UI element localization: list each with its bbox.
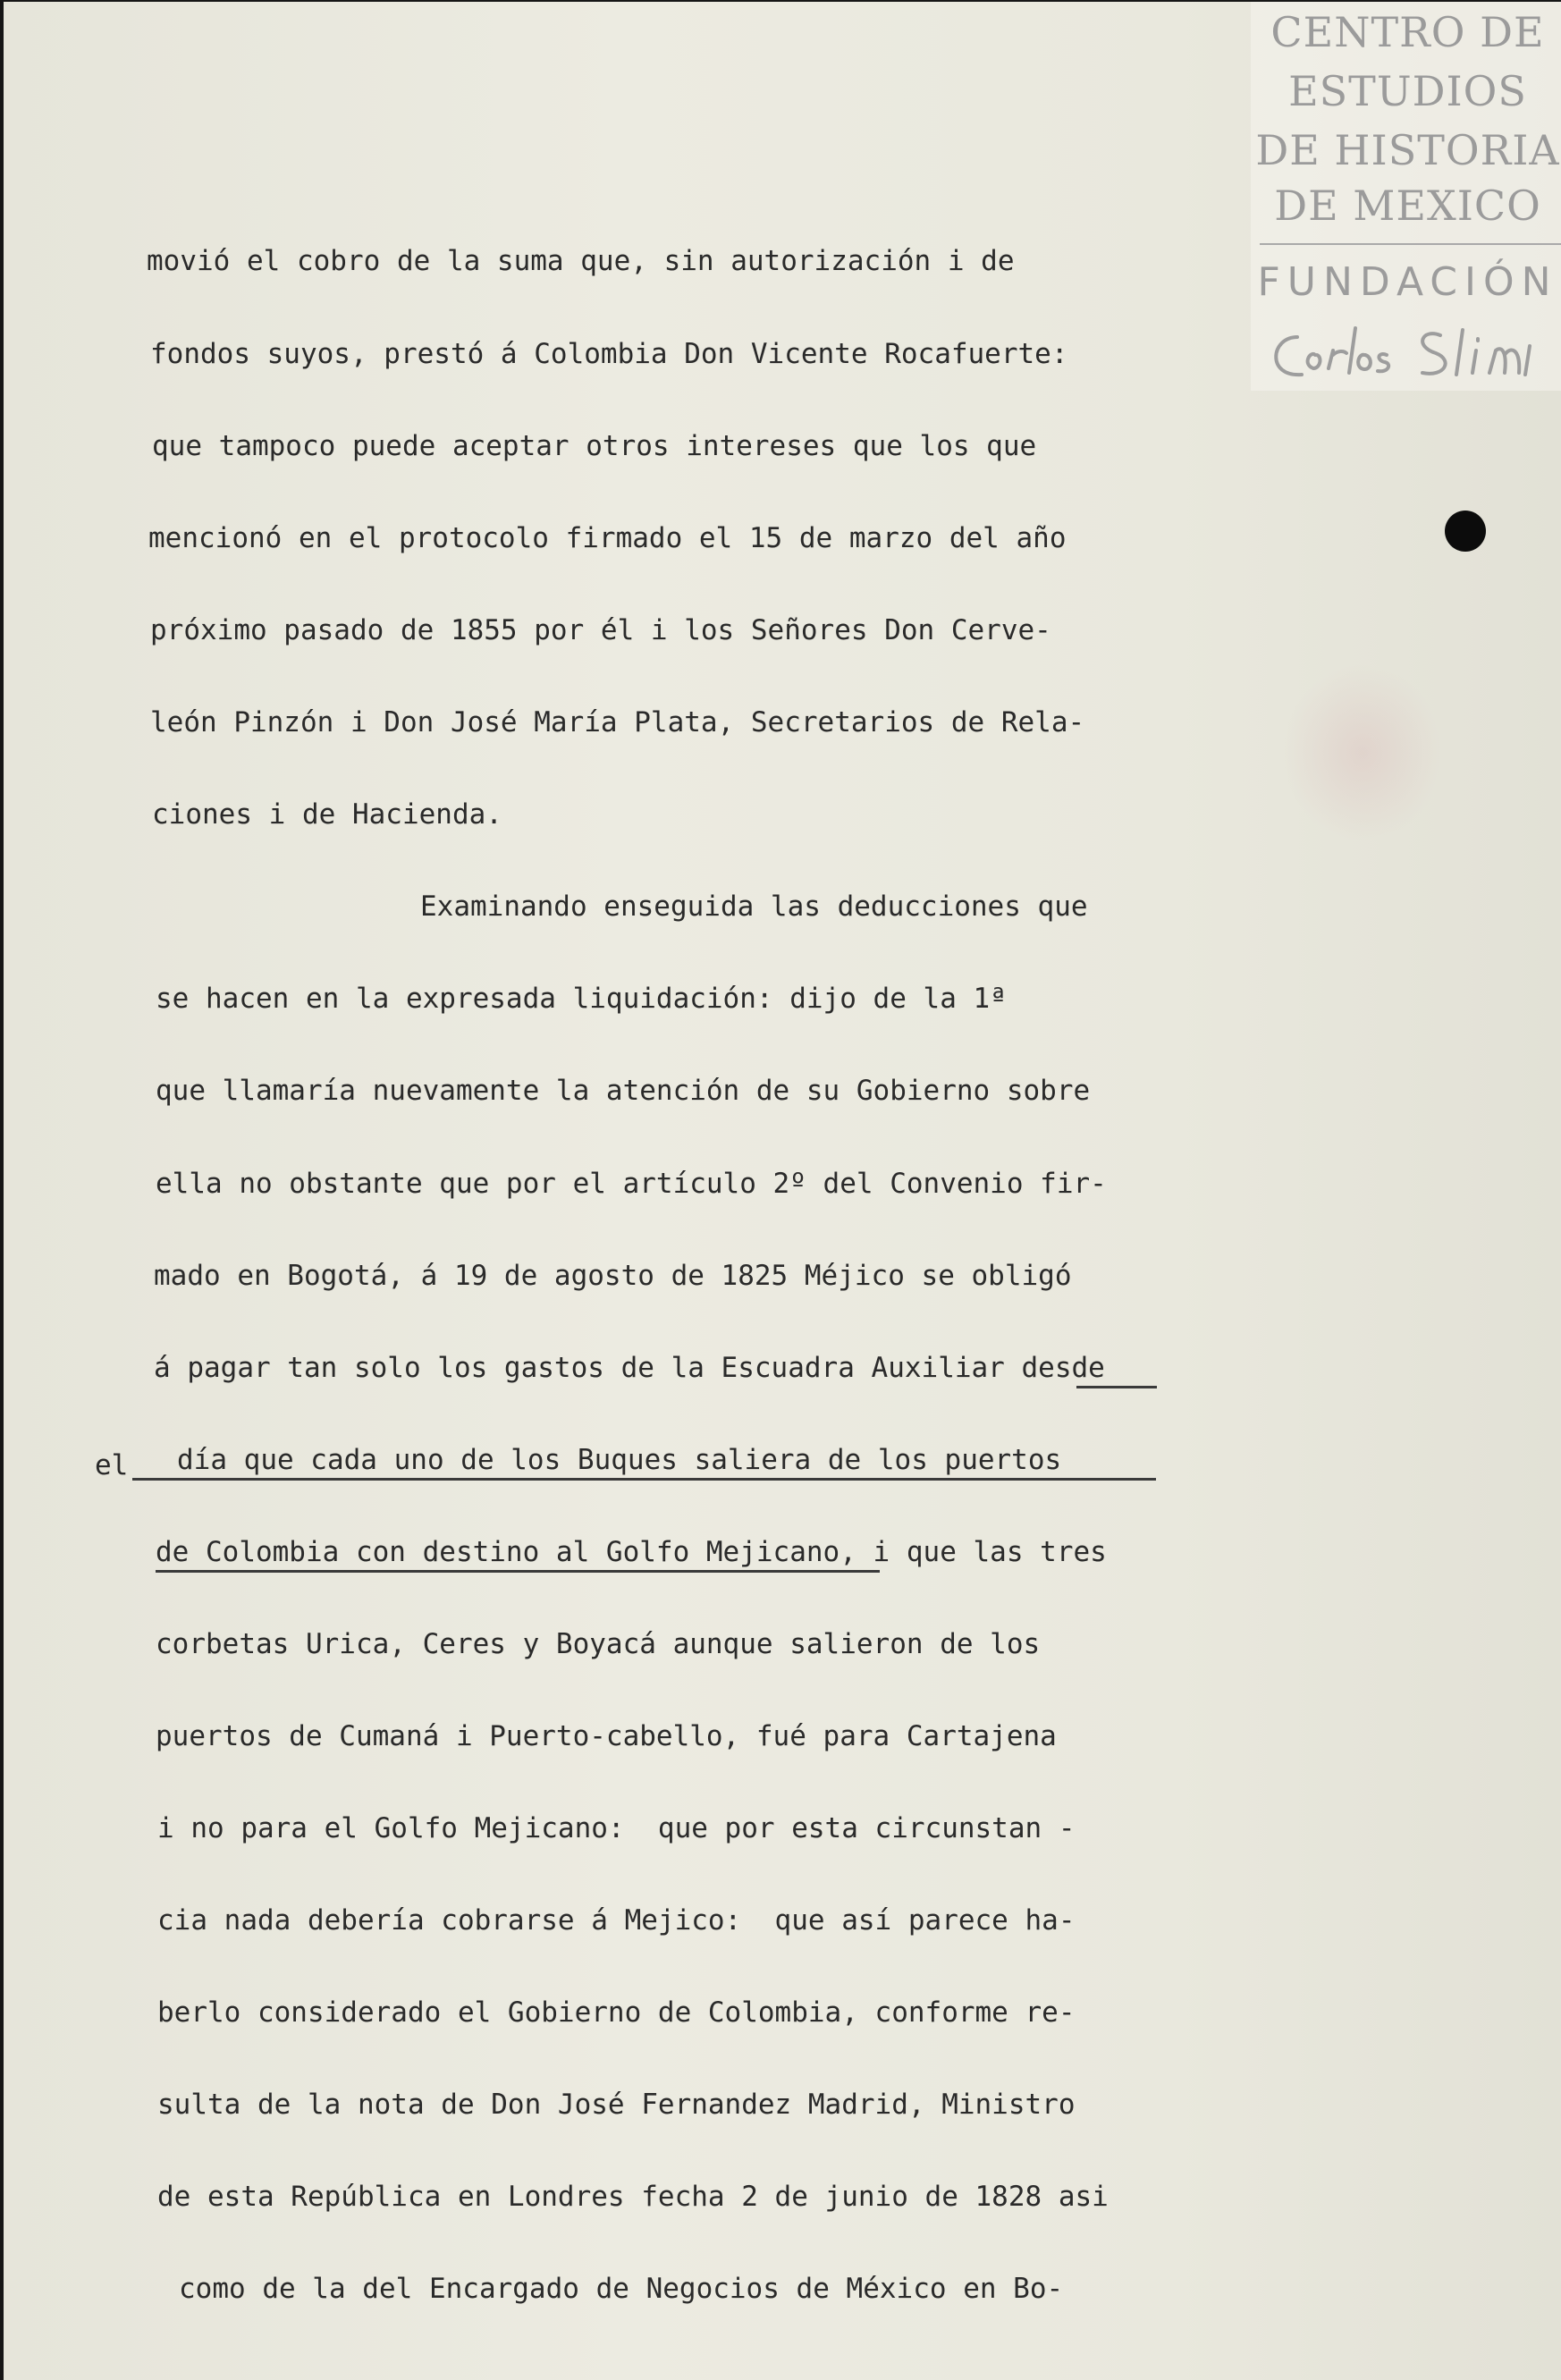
text-line-1: movió el cobro de la suma que, sin autorización i de [147,245,1015,277]
text-line-18: i no para el Golfo Mejicano: que por esta circunstan - [157,1812,1076,1844]
text-line-4: mencionó en el protocolo firmado el 15 de marzo del año [148,522,1067,554]
text-line-14: día que cada uno de los Buques saliera de los puertos [177,1444,1062,1476]
text-line-19: cia nada debería cobrarse á Mejico: que así parece ha- [157,1904,1076,1937]
text-line-10: que llamaría nuevamente la atención de su Gobierno sobre [156,1075,1091,1107]
watermark-foundation: FUNDACIÓN [1257,259,1558,305]
underline-desde [1076,1386,1157,1388]
watermark-line-3: DE HISTORIA [1255,126,1560,174]
underline-de-colombia [156,1570,880,1573]
watermark-line-1: CENTRO DE [1270,8,1545,56]
underline-dia-que [132,1478,1156,1481]
archive-watermark [1251,2,1561,391]
watermark-divider [1260,243,1561,245]
punch-hole [1445,511,1486,552]
text-line-21: sulta de la nota de Don José Fernandez Madrid, Ministro [157,2089,1076,2121]
text-line-13: á pagar tan solo los gastos de la Escuadra Auxiliar desde [154,1352,1105,1384]
text-line-15: de Colombia con destino al Golfo Mejicano, i que las tres [156,1536,1107,1568]
text-line-3: que tampoco puede aceptar otros intereses que los que [152,430,1037,462]
text-line-20: berlo considerado el Gobierno de Colombia, conforme re- [157,1996,1076,2029]
margin-annotation: el [95,1449,129,1481]
watermark-line-4: DE MEXICO [1274,181,1541,230]
text-line-22: de esta República en Londres fecha 2 de junio de 1828 asi [157,2181,1109,2213]
text-line-5: próximo pasado de 1855 por él i los Señores Don Cerve- [150,614,1051,646]
text-line-7: ciones i de Hacienda. [152,798,502,831]
text-line-12: mado en Bogotá, á 19 de agosto de 1825 Méjico se obligó [154,1260,1072,1292]
text-line-17: puertos de Cumaná i Puerto-cabello, fué para Cartajena [156,1720,1057,1752]
text-line-6: león Pinzón i Don José María Plata, Secretarios de Rela- [150,706,1085,738]
text-line-11: ella no obstante que por el artículo 2º del Convenio fir- [156,1168,1107,1200]
text-line-2: fondos suyos, prestó á Colombia Don Vicente Rocafuerte: [150,338,1068,370]
text-line-8: Examinando enseguida las deducciones que [420,890,1088,923]
document-page [4,2,1561,2380]
signature-logo [1261,319,1561,386]
text-line-23: como de la del Encargado de Negocios de México en Bo- [179,2273,1064,2305]
paper-stain [1282,663,1443,842]
watermark-line-2: ESTUDIOS [1288,67,1527,115]
text-line-9: se hacen en la expresada liquidación: dijo de la 1ª [156,983,1007,1015]
text-line-16: corbetas Urica, Ceres y Boyacá aunque salieron de los [156,1628,1041,1660]
